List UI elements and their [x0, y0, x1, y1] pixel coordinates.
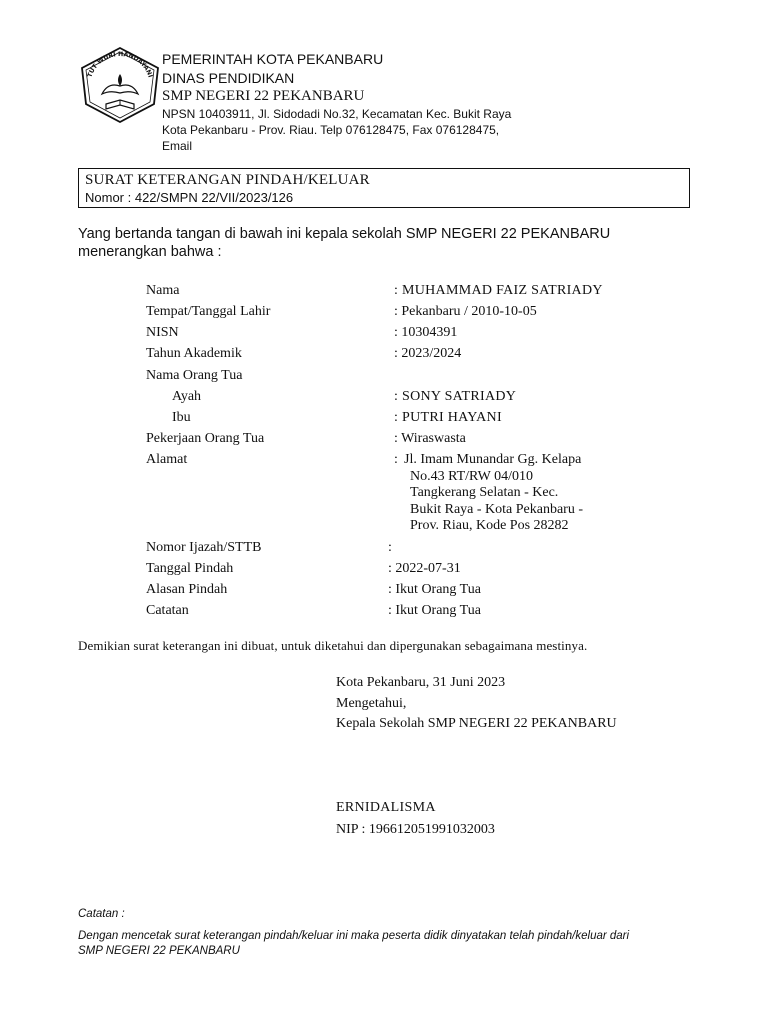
school-address-line1: NPSN 10403911, Jl. Sidodadi No.32, Kecamatan Kec. Bukit Raya: [162, 107, 512, 121]
address-line: Jl. Imam Munandar Gg. Kelapa: [404, 452, 582, 467]
field-label-tahun: Tahun Akademik: [146, 346, 242, 361]
field-value-nama: : MUHAMMAD FAIZ SATRIADY: [394, 283, 603, 298]
signer-name: ERNIDALISMA: [336, 800, 436, 815]
signer-position: Kepala Sekolah SMP NEGERI 22 PEKANBARU: [336, 716, 617, 731]
tut-wuri-handayani-logo: [78, 46, 162, 124]
letter-title-box: [78, 168, 690, 208]
field-label-ortu: Nama Orang Tua: [146, 368, 243, 383]
field-label-ijazah: Nomor Ijazah/STTB: [146, 540, 262, 555]
letter-number: Nomor : 422/SMPN 22/VII/2023/126: [85, 190, 294, 205]
field-value-ijazah: :: [388, 540, 392, 555]
field-label-pekerjaan: Pekerjaan Orang Tua: [146, 431, 265, 446]
intro-line2: menerangkan bahwa :: [78, 244, 222, 260]
address-line: No.43 RT/RW 04/010: [410, 469, 533, 484]
note-heading: Catatan :: [78, 908, 125, 920]
field-value-ayah: : SONY SATRIADY: [394, 389, 517, 404]
school-address-line2: Kota Pekanbaru - Prov. Riau. Telp 076128475, Fax 076128475,: [162, 123, 500, 137]
field-value-tahun: : 2023/2024: [394, 346, 462, 361]
address-line: Bukit Raya - Kota Pekanbaru -: [410, 502, 584, 517]
field-value-ttl: : Pekanbaru / 2010-10-05: [394, 304, 537, 319]
letter-title: SURAT KETERANGAN PINDAH/KELUAR: [85, 172, 370, 188]
school-address-line3: Email: [162, 139, 193, 153]
acknowledge-label: Mengetahui,: [336, 696, 407, 711]
field-value-ibu: : PUTRI HAYANI: [394, 410, 502, 425]
closing-statement: Demikian surat keterangan ini dibuat, untuk diketahui dan dipergunakan sebagaimana mestinya.: [78, 638, 588, 653]
field-label-alamat: Alamat: [146, 452, 188, 467]
field-label-ttl: Tempat/Tanggal Lahir: [146, 304, 271, 319]
school-name: SMP NEGERI 22 PEKANBARU: [162, 88, 365, 104]
field-label-nama: Nama: [146, 283, 180, 298]
field-value-nisn: : 10304391: [394, 325, 458, 340]
field-value-catatan: : Ikut Orang Tua: [388, 603, 481, 618]
field-value-alasan: : Ikut Orang Tua: [388, 582, 481, 597]
note-line1: Dengan mencetak surat keterangan pindah/keluar ini maka peserta didik dinyatakan telah pindah/keluar dari: [78, 930, 630, 942]
signer-nip: NIP : 196612051991032003: [336, 822, 495, 837]
logo-motto-text: TUT WURI HANDAYANI: [86, 50, 154, 79]
field-label-nisn: NISN: [146, 325, 179, 340]
place-date: Kota Pekanbaru, 31 Juni 2023: [336, 675, 506, 690]
field-label-tanggal-pindah: Tanggal Pindah: [146, 561, 234, 576]
gov-name: PEMERINTAH KOTA PEKANBARU: [162, 51, 384, 67]
field-label-ayah: Ayah: [172, 389, 202, 404]
field-value-pekerjaan: : Wiraswasta: [394, 431, 466, 446]
field-value-tanggal-pindah: : 2022-07-31: [388, 561, 461, 576]
note-line2: SMP NEGERI 22 PEKANBARU: [78, 945, 240, 957]
intro-line1: Yang bertanda tangan di bawah ini kepala sekolah SMP NEGERI 22 PEKANBARU: [78, 226, 611, 242]
field-label-ibu: Ibu: [172, 410, 191, 425]
address-line: Tangkerang Selatan - Kec.: [410, 485, 559, 500]
address-line: Prov. Riau, Kode Pos 28282: [410, 518, 569, 533]
field-label-catatan: Catatan: [146, 603, 189, 618]
field-label-alasan: Alasan Pindah: [146, 582, 228, 597]
field-colon-alamat: :: [394, 452, 398, 467]
department-name: DINAS PENDIDIKAN: [162, 70, 295, 86]
